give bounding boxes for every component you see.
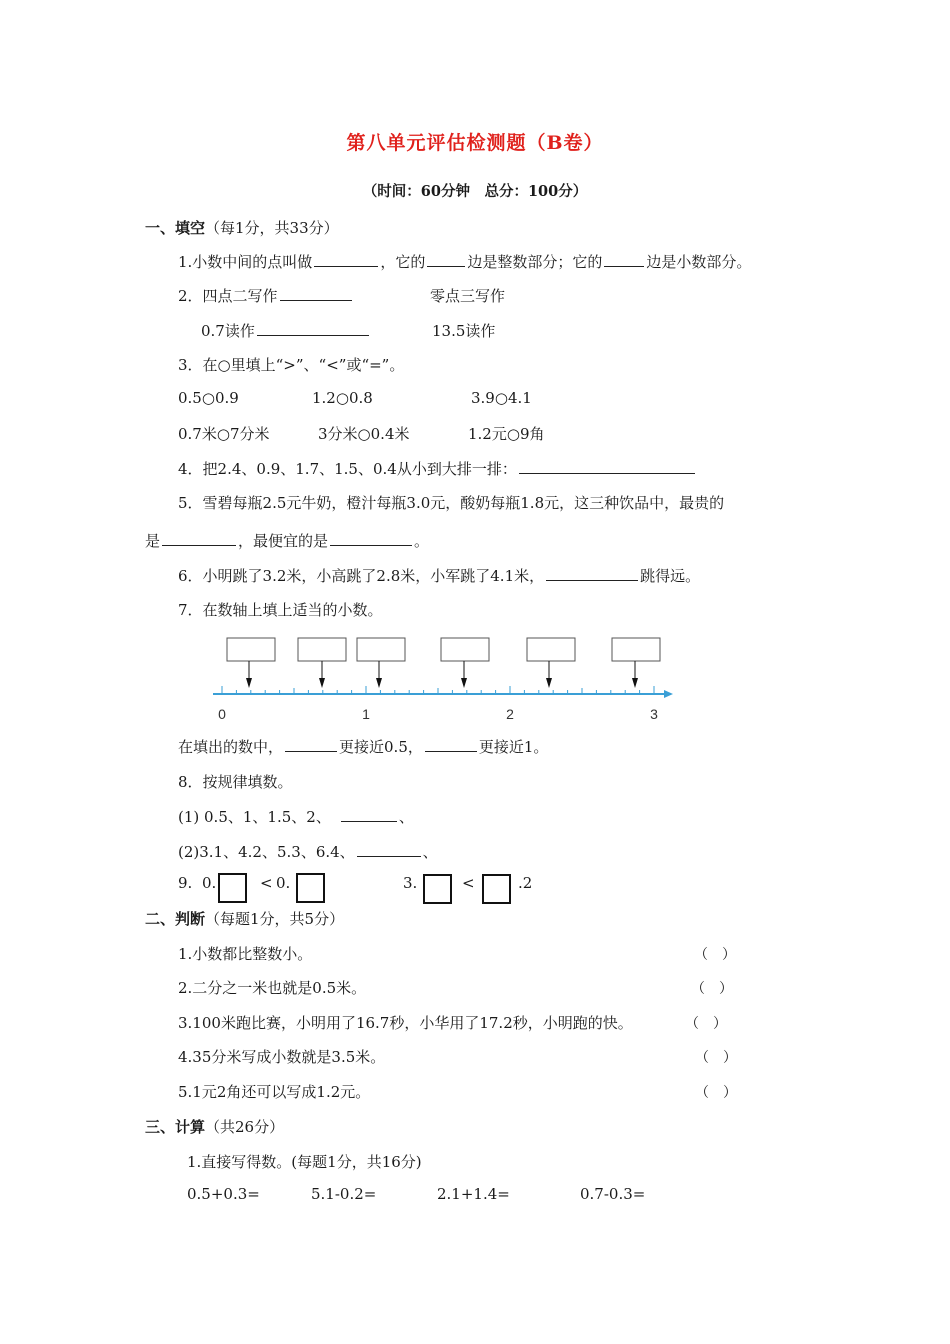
q2-text-b: 零点三写作: [430, 287, 506, 305]
q8-row-1: [178, 806, 414, 827]
q2-blank-1[interactable]: [280, 299, 352, 301]
q8-r1-text: (1) 0.5、1、1.5、2、: [178, 808, 331, 826]
answer-box: [612, 638, 660, 661]
exam-info: （时间：60分钟 总分：100分）: [362, 183, 588, 200]
axis-arrow: [664, 690, 673, 698]
answer-box: [357, 638, 405, 661]
q7-blank-1[interactable]: [285, 750, 337, 752]
answer-box: [298, 638, 346, 661]
q5-text-c: ，最便宜的是: [238, 532, 329, 550]
number-line: [205, 630, 685, 725]
q4-blank[interactable]: [519, 472, 695, 474]
section-2-heading: [145, 908, 344, 929]
judge-item-3: 3.100米跑比赛，小明用了16.7秒，小华用了17.2秒，小明跑的快。: [178, 1014, 633, 1032]
section-2-note: （每题1分，共5分）: [205, 910, 345, 928]
q1-blank-3[interactable]: [604, 265, 644, 267]
section-1-heading: [145, 217, 339, 238]
q2-line-2: [201, 320, 371, 341]
calc-item-2: 5.1-0.2=: [311, 1185, 377, 1203]
q9-less-than-2: <: [462, 874, 475, 892]
pointer-arrow: [632, 678, 638, 688]
q2-text-c: 0.7读作: [201, 322, 255, 340]
q7-text-c: 更接近1。: [478, 738, 549, 756]
q9-number: 9.: [178, 874, 193, 892]
q7-blank-2[interactable]: [425, 750, 477, 752]
section-3-note: （共26分）: [205, 1118, 285, 1136]
q8-r2-blank[interactable]: [357, 855, 421, 857]
q9-prefix-3: 3.: [403, 874, 418, 892]
q7-text-a: 在填出的数中，: [178, 738, 284, 756]
q4-text: 4．把2.4、0.9、1.7、1.5、0.4从小到大排一排：: [178, 460, 517, 478]
q5-line-2: [145, 530, 429, 551]
pointer-arrow: [376, 678, 382, 688]
axis-tick-label: 2: [506, 706, 514, 722]
q9-box-3[interactable]: [423, 874, 452, 904]
q9-box-1[interactable]: [218, 873, 247, 903]
section-3-heading: [145, 1116, 284, 1137]
q8-r2-end: 、: [422, 843, 438, 861]
q1: [178, 251, 751, 272]
q3-item-3: 3.9○4.1: [471, 389, 532, 407]
section-2-title: 二、判断: [145, 910, 206, 928]
q3-item-1: 0.5○0.9: [178, 389, 239, 407]
answer-box: [441, 638, 489, 661]
q4: [178, 458, 697, 479]
pointer-arrow: [461, 678, 467, 688]
q8-instruction: 8．按规律填数。: [178, 773, 293, 791]
axis-tick-label: 0: [218, 706, 226, 722]
q6-text-b: 跳得远。: [640, 567, 701, 585]
q5-text-b: 是: [145, 532, 161, 550]
q9-less-than-1: <: [260, 874, 273, 892]
judge-item-2: 2.二分之一米也就是0.5米。: [178, 979, 367, 997]
q7-text-b: 更接近0.5，: [339, 738, 423, 756]
q9-prefix-1: 0.: [202, 874, 217, 892]
q6: [178, 565, 700, 586]
q8-row-2: [178, 841, 438, 862]
axis-tick-label: 3: [650, 706, 658, 722]
answer-box: [527, 638, 575, 661]
q6-text-a: 6．小明跳了3.2米，小高跳了2.8米，小军跳了4.1米，: [178, 567, 545, 585]
q1-text-b: ，它的: [380, 253, 426, 271]
q9-prefix-2: 0.: [276, 874, 291, 892]
judge-paren-4[interactable]: （ ）: [695, 1050, 737, 1066]
judge-item-5: 5.1元2角还可以写成1.2元。: [178, 1083, 371, 1101]
q1-text-c: 边是整数部分；它的: [467, 253, 603, 271]
judge-paren-5[interactable]: （ ）: [695, 1085, 737, 1101]
q9-suffix: .2: [518, 874, 533, 892]
q3-item-4: 0.7米○7分米: [178, 425, 270, 443]
q3-item-5: 3分米○0.4米: [318, 425, 410, 443]
q8-r2-text: (2)3.1、4.2、5.3、6.4、: [178, 843, 355, 861]
axis-tick-label: 1: [362, 706, 370, 722]
q2-line-1: [178, 285, 354, 306]
q2-text-a: 2．四点二写作: [178, 287, 278, 305]
calc-item-4: 0.7-0.3=: [580, 1185, 646, 1203]
q8-r1-blank[interactable]: [341, 820, 397, 822]
judge-paren-3[interactable]: （ ）: [685, 1016, 727, 1032]
section-3-title: 三、计算: [145, 1118, 206, 1136]
q5-text-d: 。: [414, 532, 430, 550]
q8-r1-end: 、: [398, 808, 414, 826]
section-1-note: （每1分，共33分）: [205, 219, 339, 237]
calc-item-3: 2.1+1.4=: [437, 1185, 510, 1203]
q9-box-2[interactable]: [296, 873, 325, 903]
judge-paren-2[interactable]: （ ）: [691, 981, 733, 997]
pointer-arrow: [546, 678, 552, 688]
calc-item-1: 0.5+0.3=: [187, 1185, 260, 1203]
q2-line-2b: [432, 320, 495, 341]
q2-blank-3[interactable]: [257, 334, 369, 336]
pointer-arrow: [246, 678, 252, 688]
q1-blank-1[interactable]: [314, 265, 378, 267]
judge-item-1: 1.小数都比整数小。: [178, 945, 313, 963]
q2-line-1b: [430, 285, 505, 306]
q3-item-2: 1.2○0.8: [312, 389, 373, 407]
calc-instruction: 1.直接写得数。(每题1分，共16分): [187, 1153, 422, 1171]
q5-blank-2[interactable]: [330, 544, 412, 546]
q7-followup: [178, 736, 548, 757]
q7-instruction: 7．在数轴上填上适当的小数。: [178, 601, 383, 619]
q1-text-d: 边是小数部分。: [646, 253, 752, 271]
page-title: 第八单元评估检测题（B卷）: [346, 132, 604, 154]
q2-text-d: 13.5读作: [432, 322, 496, 340]
q9-box-4[interactable]: [482, 874, 511, 904]
q1-text-a: 1.小数中间的点叫做: [178, 253, 313, 271]
q6-blank[interactable]: [546, 579, 638, 581]
judge-paren-1[interactable]: （ ）: [694, 947, 736, 963]
section-1-title: 一、填空: [145, 219, 206, 237]
q3-instruction: 3．在○里填上“>”、“<”或“=”。: [178, 356, 405, 374]
q5-blank-1[interactable]: [162, 544, 236, 546]
pointer-arrow: [319, 678, 325, 688]
answer-box: [227, 638, 275, 661]
q3-item-6: 1.2元○9角: [468, 425, 545, 443]
q1-blank-2[interactable]: [427, 265, 465, 267]
q5-line-1: 5．雪碧每瓶2.5元牛奶，橙汁每瓶3.0元，酸奶每瓶1.8元，这三种饮品中，最贵的: [178, 494, 725, 512]
judge-item-4: 4.35分米写成小数就是3.5米。: [178, 1048, 386, 1066]
